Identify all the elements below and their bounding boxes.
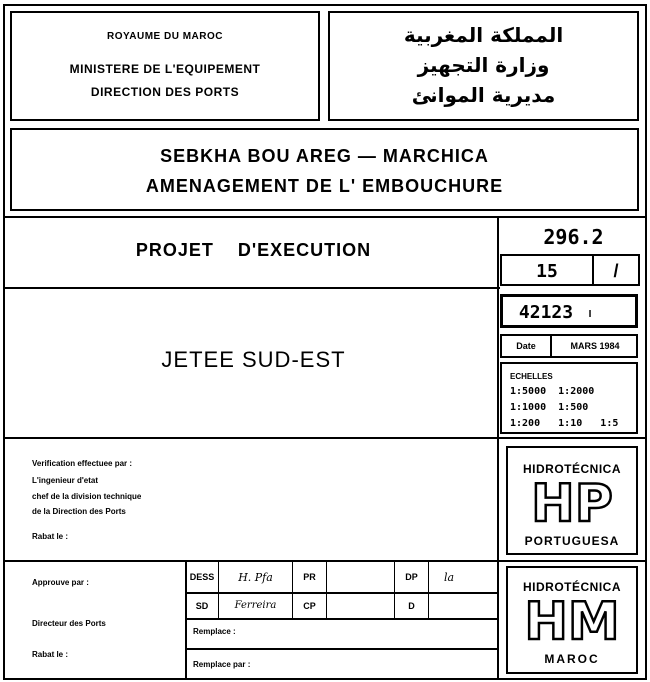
ref-number: 296.2 (543, 225, 604, 249)
date-label: Date (516, 341, 536, 351)
header-arabic-box (328, 11, 639, 121)
header-ar-line3: مديرية الموانئ (411, 83, 556, 107)
sd-signature: Ferreira (234, 600, 277, 611)
approved-by: Approuve par : (32, 578, 89, 587)
dp-signature: la (443, 570, 455, 584)
sheet-number-box (500, 254, 640, 286)
hp-logo-top: HIDROTÉCNICA (523, 462, 621, 476)
drawing-name: JETEE SUD-EST (161, 347, 346, 372)
header-french-box (10, 11, 320, 121)
approval-director: Directeur des Ports (32, 619, 106, 628)
drawing-number: 42123 (518, 301, 574, 323)
hp-logo-box (506, 446, 638, 555)
project-title-box (10, 128, 639, 211)
verification-line2: L'ingenieur d'etat (32, 476, 99, 485)
dess-signature: H. Pfa (238, 570, 273, 584)
drawing-suffix: I (588, 308, 592, 320)
sheet-slash: / (613, 260, 619, 281)
hp-logo-mark: HP (531, 474, 613, 534)
title-line1: SEBKHA BOU AREG — MARCHICA (160, 146, 489, 166)
scales-label: ECHELLES (510, 372, 553, 381)
sd-label: SD (195, 600, 209, 611)
hm-logo-box (506, 566, 638, 674)
scales-row3: 1:200 1:10 1:5 (510, 418, 619, 429)
title-line2: AMENAGEMENT DE L' EMBOUCHURE (145, 176, 504, 196)
hm-logo-mark: HM (524, 592, 620, 652)
remplace-par-label: Remplace par : (193, 660, 251, 669)
dess-label: DESS (189, 572, 215, 582)
header-ar-line2: وزارة التجهيز (417, 53, 550, 77)
verification-line3: chef de la division technique (32, 492, 142, 501)
verification-line4: de la Direction des Ports (32, 507, 126, 516)
header-fr-line1: ROYAUME DU MAROC (107, 31, 223, 42)
header-ar-line1: المملكة المغربية (403, 23, 564, 47)
pr-label: PR (303, 572, 316, 582)
hp-logo-bottom: PORTUGUESA (524, 534, 620, 548)
scales-row1: 1:5000 1:2000 (510, 386, 595, 397)
hm-logo-top: HIDROTÉCNICA (523, 580, 621, 594)
cp-label: CP (303, 600, 316, 611)
scales-row2: 1:1000 1:500 (510, 402, 589, 413)
scales-box (500, 362, 638, 434)
verification-line1: Verification effectuee par : (32, 459, 133, 468)
header-fr-line3: DIRECTION DES PORTS (90, 85, 240, 99)
date-value: MARS 1984 (570, 341, 620, 351)
d-label: D (408, 600, 415, 611)
date-box (500, 334, 638, 358)
sheet-number: 15 (536, 260, 558, 282)
approval-rabat: Rabat le : (32, 650, 69, 659)
remplace-label: Remplace : (193, 627, 236, 636)
dp-label: DP (405, 572, 418, 582)
verification-line5: Rabat le : (32, 532, 69, 541)
hm-logo-bottom: MAROC (544, 652, 600, 666)
header-fr-line2: MINISTERE DE L'EQUIPEMENT (69, 62, 261, 76)
project-type: PROJET D'EXECUTION (135, 239, 372, 260)
